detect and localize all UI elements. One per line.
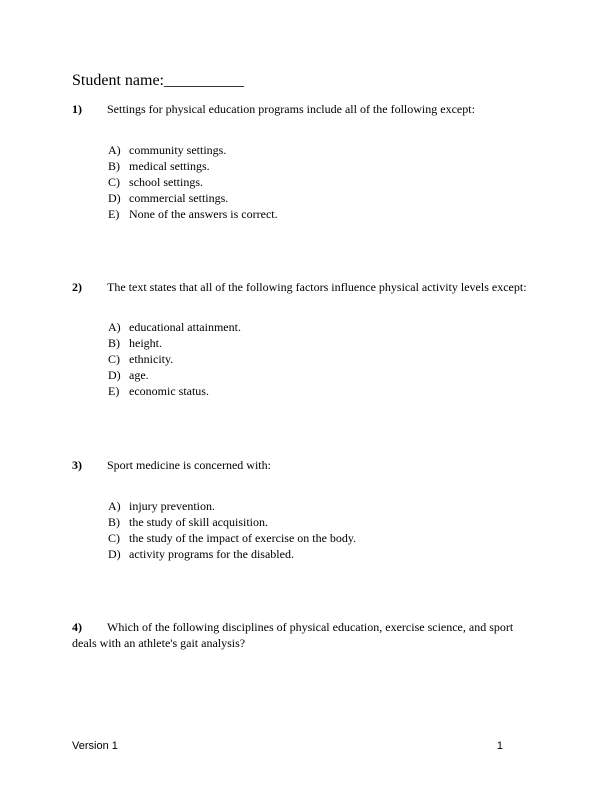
- answer-option: [108, 335, 241, 351]
- question-text: Settings for physical education programs include all of the following except:: [107, 102, 475, 116]
- option-text: None of the answers is correct.: [129, 207, 278, 221]
- option-text: commercial settings.: [129, 191, 229, 205]
- option-letter: B): [108, 336, 120, 350]
- option-letter: A): [108, 143, 121, 157]
- footer-page-number: 1: [496, 740, 503, 752]
- option-letter: C): [108, 531, 120, 545]
- option-text: community settings.: [129, 143, 227, 157]
- answer-option: [108, 319, 241, 335]
- question-3: [72, 457, 540, 473]
- option-text: medical settings.: [129, 159, 210, 173]
- answer-option: [108, 190, 278, 206]
- answer-option: [108, 514, 356, 530]
- answer-option: [108, 158, 278, 174]
- answer-option: [108, 174, 278, 190]
- option-letter: C): [108, 175, 120, 189]
- option-text: the study of skill acquisition.: [129, 515, 268, 529]
- question-number: 4): [72, 620, 82, 634]
- answer-option: [108, 367, 241, 383]
- option-text: ethnicity.: [129, 352, 174, 366]
- option-letter: E): [108, 384, 120, 398]
- option-letter: D): [108, 191, 121, 205]
- question-1: [72, 101, 540, 117]
- answer-option: [108, 530, 356, 546]
- option-text: injury prevention.: [129, 499, 215, 513]
- option-text: economic status.: [129, 384, 209, 398]
- footer-version: Version 1: [72, 740, 118, 752]
- question-2-options: [108, 319, 241, 399]
- answer-option: [108, 546, 356, 562]
- answer-option: [108, 142, 278, 158]
- option-text: school settings.: [129, 175, 203, 189]
- option-letter: C): [108, 352, 120, 366]
- option-letter: B): [108, 159, 120, 173]
- student-name-line: Student name:__________: [72, 72, 244, 89]
- option-letter: E): [108, 207, 120, 221]
- option-letter: D): [108, 368, 121, 382]
- answer-option: [108, 206, 278, 222]
- option-letter: B): [108, 515, 120, 529]
- answer-option: [108, 383, 241, 399]
- option-letter: A): [108, 499, 121, 513]
- answer-option: [108, 351, 241, 367]
- option-text: activity programs for the disabled.: [129, 547, 294, 561]
- question-text: Sport medicine is concerned with:: [107, 458, 271, 472]
- question-text: The text states that all of the following factors influence physical activity levels except:: [107, 280, 527, 294]
- question-number: 2): [72, 280, 82, 294]
- option-text: height.: [129, 336, 162, 350]
- answer-option: [108, 498, 356, 514]
- question-number: 3): [72, 458, 82, 472]
- option-text: the study of the impact of exercise on the body.: [129, 531, 357, 545]
- question-4: [72, 619, 522, 651]
- question-3-options: [108, 498, 356, 562]
- question-2: [72, 279, 540, 295]
- option-letter: D): [108, 547, 121, 561]
- question-1-options: [108, 142, 278, 222]
- question-number: 1): [72, 102, 82, 116]
- question-text: Which of the following disciplines of physical education, exercise science, and sport deals with an athlete's gait analysis?: [72, 620, 514, 650]
- option-text: age.: [129, 368, 149, 382]
- option-text: educational attainment.: [129, 320, 241, 334]
- option-letter: A): [108, 320, 121, 334]
